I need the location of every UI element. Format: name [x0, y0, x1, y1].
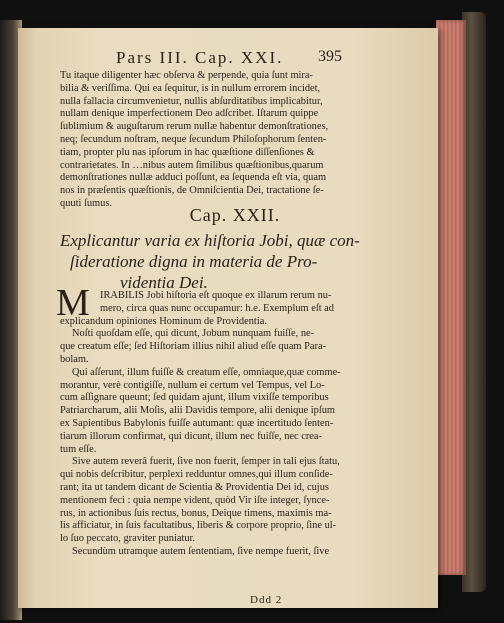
intro-paragraph	[60, 70, 410, 211]
text-line: lis afficiatur, in ſuis facultatibus, liberis & corpore proprio, ſine ul-	[60, 520, 337, 532]
text-line: qui nobis deſcribitur, perplexi redduntur omnes,qui illum conſide-	[60, 469, 333, 481]
text-line: explicandum opiniones Hominum de Providentia.	[60, 315, 267, 327]
text-line: Patriarcharum, alii Moſis, alii Davidis tempore, alii denique ipſum	[60, 405, 336, 417]
text-line: nullam denique imperfectionem Deo adſcribet. Iſtarum quippe	[60, 108, 319, 120]
text-line: IRABILIS Jobi hiſtoria eſt quoque ex illarum rerum nu-	[100, 290, 332, 301]
text-line: Qui aſſerunt, illum fuiſſe & creatum eſſe, omniaque,quæ comme-	[72, 366, 341, 378]
subtitle-line: ſideratione digna in materia de Pro-	[70, 252, 318, 271]
text-line: demonſtrationes nullæ adduci poſſunt, ea ſequenda eſt via, quam	[60, 172, 327, 184]
text-line: mentionem feci : quia nempe vident, quòd Vir iſte integer, ſynce-	[60, 494, 330, 506]
text-line: neq; ſecundum noſtram, neque ſecundum Philoſophorum ſenten-	[60, 133, 327, 145]
text-line: cum aſſignare queunt; ſed quidam ajunt, illum vixiſſe temporibus	[60, 392, 329, 404]
chapter-heading: Cap. XXII.	[189, 205, 281, 225]
text-line: Noſti quoſdam eſſe, qui dicunt, Jobum nunquam fuiſſe, ne-	[72, 328, 315, 340]
page-number: 395	[318, 48, 342, 65]
text-line: Secundùm utramque autem ſententiam, ſive nempe fuerit, ſive	[72, 545, 330, 557]
text-line: ſublimium & auguſtarum rerum nullæ habentur demonſtrationes,	[60, 121, 329, 133]
text-line: ex Sapientibus Babylonis fuiſſe autumant: quæ incertitudo ſenten-	[60, 417, 334, 429]
text-line: Sive autem reverâ fuerit, ſive non fuerit, ſemper in tali ejus ſtatu,	[72, 456, 340, 468]
subtitle-line: videntia Dei.	[120, 273, 208, 292]
body-text	[60, 290, 410, 559]
text-line: rus, in actionibus ſuis rectus, bonus, Deique timens, maximis ma-	[60, 507, 332, 519]
subtitle-line: Explicantur varia ex hiſtoria Jobi, quæ con-	[60, 231, 360, 250]
text-line: rant; ita ut tandem dicant de Scientia & Providentia Dei id, cujus	[60, 481, 329, 493]
text-line: contrarietates. In …nibus autem ſimilibus quæſtionibus,quarum	[60, 159, 324, 171]
text-line: quuti ſumus.	[60, 197, 112, 209]
text-line: Tu itaque diligenter hæc obſerva & perpende, quia ſunt mira-	[60, 70, 313, 81]
running-header	[60, 48, 400, 68]
text-line: que creatum eſſe; ſed Hiſtoriam illius nihil aliud eſſe quam Para-	[60, 341, 327, 353]
chapter-subtitle	[60, 230, 410, 293]
signature-mark: Ddd 2	[250, 594, 283, 606]
text-line: morantur, verè contigiſſe, nullum ei certum vel Tempus, vel Lo-	[60, 379, 325, 391]
text-line: nos in præſentis quæſtionis, de Omniſcientia Dei, tractatione ſe-	[60, 185, 324, 197]
text-line: nulla fallacia circumvenietur, nullis abſurditatibus implicabitur,	[60, 95, 323, 107]
page-fore-edge	[436, 20, 466, 575]
text-line: mero, circa quas nunc occupamur: h.e. Exemplum eſt ad	[100, 302, 334, 314]
text-line: tiam, propter plu nas ipſorum in hac quæſtione diſſenſiones &	[60, 146, 315, 158]
running-title: Pars III. Cap. XXI.	[116, 48, 284, 67]
text-line: lo ſuo peccato, graviter puniatur.	[60, 533, 196, 545]
text-line: tum eſſe.	[60, 443, 97, 455]
text-line: bilia & veriſſima. Qui ea ſequitur, is in nullum errorem incidet,	[60, 82, 321, 94]
text-line: bolam.	[60, 353, 89, 365]
drop-cap: M	[56, 282, 90, 324]
text-line: tiarum illorum confirmat, qui dicunt, illum nec fuiſſe, nec crea-	[60, 430, 322, 442]
